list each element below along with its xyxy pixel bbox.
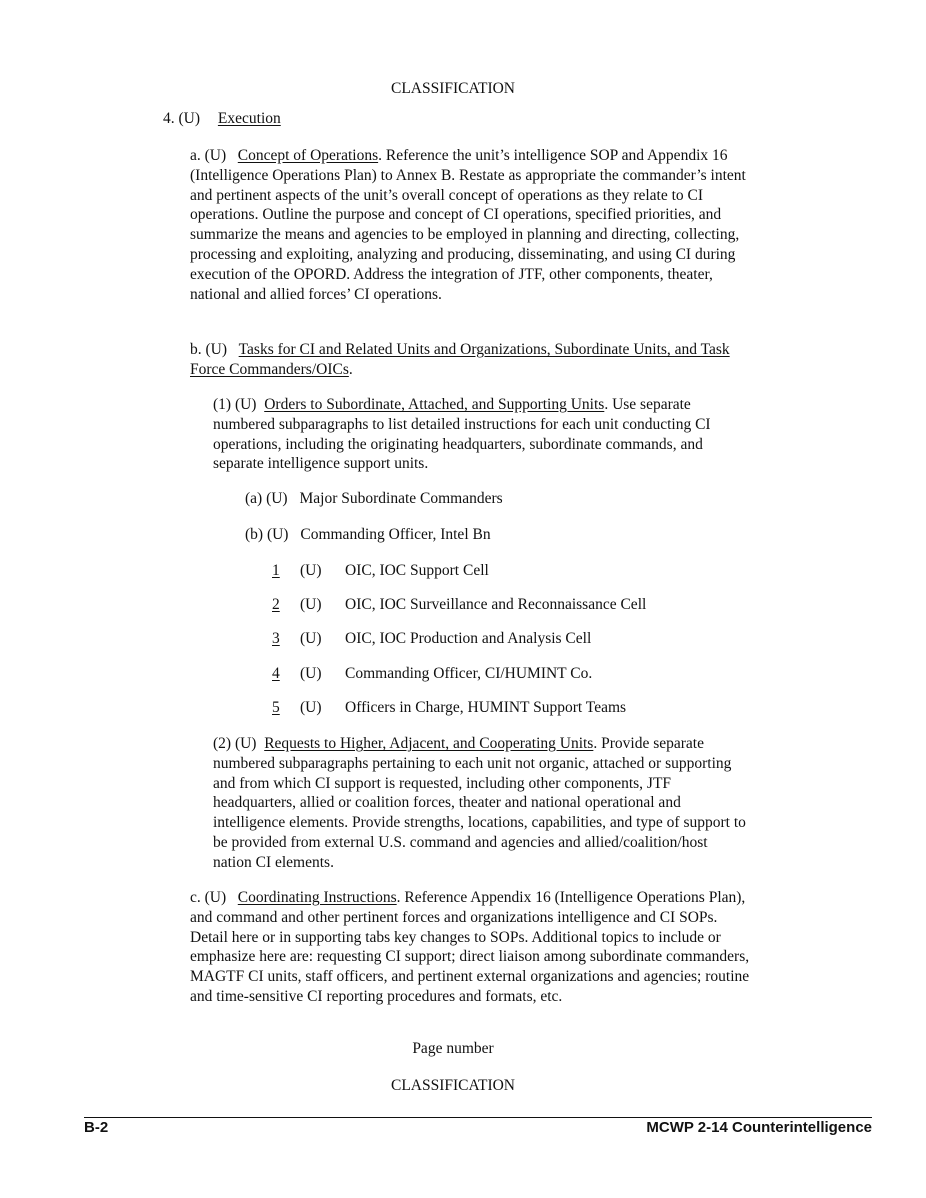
paragraph-b1b-label: (b) [245, 526, 264, 543]
subitem [272, 665, 593, 683]
subitem-number: 1 [272, 562, 280, 579]
section-heading [163, 110, 281, 128]
subitem-text: OIC, IOC Surveillance and Reconnaissance Cell [345, 596, 647, 613]
section-number: 4. [163, 110, 175, 127]
page-number-placeholder: Page number [412, 1040, 494, 1057]
paragraph-c-label: c. (U) [190, 889, 227, 906]
paragraph-b1-label: (1) (U) [213, 396, 257, 413]
section-title: Execution [217, 110, 281, 127]
paragraph-b1a-label: (a) [245, 490, 263, 507]
paragraph-b-label: b. (U) [190, 341, 228, 358]
subitem-text: OIC, IOC Support Cell [345, 562, 489, 579]
paragraph-b1b [245, 526, 491, 544]
paragraph-b2 [213, 734, 748, 873]
paragraph-b1-body: . Use separate numbered subparagraphs to list detailed instructions for each unit conducting CI operations, including the originating headquarters, subordinate commands, and separate intelligence support units. [213, 396, 711, 473]
paragraph-b [190, 340, 750, 380]
paragraph-a [190, 146, 750, 304]
subitem-number: 5 [272, 699, 280, 716]
paragraph-c-title: Coordinating Instructions [237, 889, 397, 906]
paragraph-b2-body: . Provide separate numbered subparagraphs pertaining to each unit not organic, attached or supporting and from which CI support is requested, including other components, JTF headquarters, allied or coalition forces, theater and national operational and intelligence elements. Provide strengths, locations, capabilities, and type of support to be provided from external U.S. command and agencies and allied/coalition/host nation CI elements. [213, 735, 746, 871]
subitem-marking: (U) [300, 596, 322, 613]
footer-divider [84, 1117, 872, 1118]
subitem-marking: (U) [300, 665, 322, 682]
subitem-number: 4 [272, 665, 280, 682]
subitem [272, 630, 592, 648]
paragraph-c [190, 888, 750, 1007]
paragraph-a-title: Concept of Operations [237, 147, 379, 164]
subitem-text: OIC, IOC Production and Analysis Cell [345, 630, 592, 647]
section-marking: (U) [178, 110, 201, 127]
subitem-marking: (U) [300, 562, 322, 579]
paragraph-a-label: a. (U) [190, 147, 227, 164]
paragraph-b1b-marking: (U) [266, 526, 289, 543]
header-classification: CLASSIFICATION [390, 80, 515, 97]
paragraph-b1b-text: Commanding Officer, Intel Bn [300, 526, 491, 543]
paragraph-b1-title: Orders to Subordinate, Attached, and Supporting Units [264, 396, 605, 413]
paragraph-b1 [213, 395, 748, 474]
paragraph-b1a-text: Major Subordinate Commanders [299, 490, 503, 507]
paragraph-b1a [245, 490, 503, 508]
paragraph-c-body: . Reference Appendix 16 (Intelligence Operations Plan), and command and other pertinent forces and organizations intelligence and CI SOPs. Detail here or in supporting tabs key changes to SOPs. Additional topics to include or emphasize here are: requesting CI support; direct liaison among subordinate commanders, MAGTF CI units, staff officers, and pertinent external organizations and agencies; routine and time-sensitive CI reporting procedures and formats, etc. [190, 889, 750, 1005]
subitem [272, 699, 627, 717]
subitem [272, 562, 489, 580]
subitem-marking: (U) [300, 630, 322, 647]
subitem-number: 3 [272, 630, 280, 647]
footer-classification: CLASSIFICATION [390, 1077, 515, 1094]
subitem-marking: (U) [300, 699, 322, 716]
paragraph-b-tail: . [348, 360, 353, 378]
footer-page-id: B-2 [84, 1119, 109, 1136]
footer-publication-title: MCWP 2-14 Counterintelligence [646, 1119, 872, 1136]
subitem-number: 2 [272, 596, 280, 613]
paragraph-b-title: Tasks for CI and Related Units and Organizations, Subordinate Units, and Task Force Commanders/OICs [190, 341, 730, 378]
subitem-text: Commanding Officer, CI/HUMINT Co. [345, 665, 593, 682]
paragraph-a-body: . Reference the unit’s intelligence SOP and Appendix 16 (Intelligence Operations Plan) to Annex B. Restate as appropriate the commander’s intent and pertinent aspects of the unit’s overall concept of operations as they relate to CI operations. Outline the purpose and concept of CI operations, specified priorities, and summarize the means and agencies to be employed in planning and directing, collecting, processing and exploiting, analyzing and producing, disseminating, and using CI during execution of the OPORD. Address the integration of JTF, other components, theater, national and allied forces’ CI operations. [190, 147, 746, 303]
paragraph-b2-label: (2) (U) [213, 735, 257, 752]
paragraph-b2-title: Requests to Higher, Adjacent, and Cooperating Units [264, 735, 594, 752]
paragraph-b1a-marking: (U) [266, 490, 288, 507]
subitem-text: Officers in Charge, HUMINT Support Teams [345, 699, 627, 716]
subitem [272, 596, 647, 614]
